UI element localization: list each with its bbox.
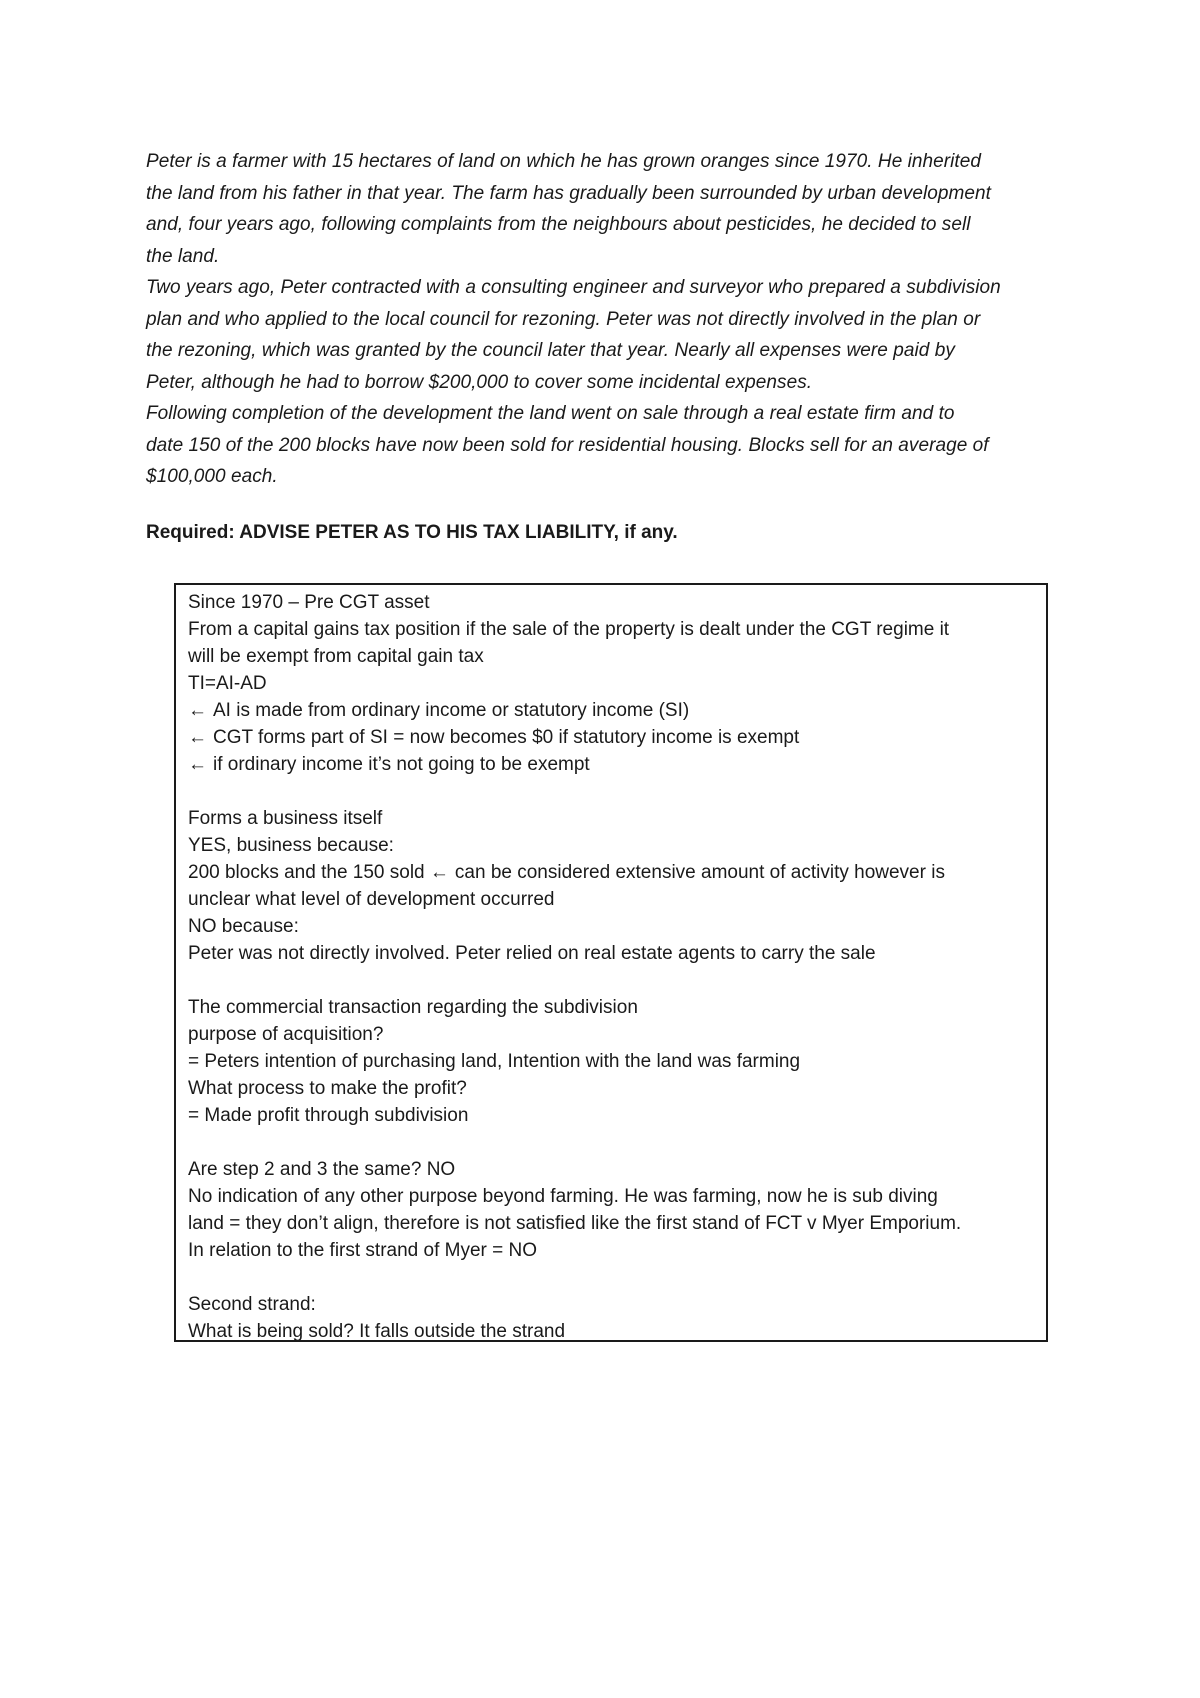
answer-line-text: 200 blocks and the 150 sold <box>188 862 425 883</box>
answer-line: From a capital gains tax position if the sale of the property is dealt under the CGT regime it <box>188 619 950 640</box>
answer-line: Since 1970 – Pre CGT asset <box>188 592 430 613</box>
blank-line <box>188 1129 1038 1156</box>
answer-line-text: can be considered extensive amount of activity however is <box>454 862 945 883</box>
blank-line <box>188 967 1038 994</box>
scenario-paragraph <box>146 146 1076 493</box>
blank-line <box>188 778 1038 805</box>
scenario-line: date 150 of the 200 blocks have now been sold for residential housing. Blocks sell for an average of <box>146 434 989 456</box>
answer-line-text: CGT forms part of SI = now becomes $0 if statutory income is exempt <box>213 727 800 748</box>
answer-line: What process to make the profit? <box>188 1078 467 1099</box>
answer-line: What is being sold? It falls outside the strand <box>188 1321 566 1342</box>
left-arrow-icon: ← <box>429 862 449 883</box>
scenario-line: Two years ago, Peter contracted with a consulting engineer and surveyor who prepared a subdivision <box>146 277 1001 298</box>
answer-line <box>188 751 1038 778</box>
answer-line: The commercial transaction regarding the subdivision <box>188 997 638 1018</box>
answer-line: YES, business because: <box>188 835 394 856</box>
scenario-line: plan and who applied to the local council for rezoning. Peter was not directly involved in the plan or <box>146 308 981 330</box>
answer-line: = Peters intention of purchasing land, Intention with the land was farming <box>188 1051 801 1072</box>
scenario-line: the rezoning, which was granted by the council later that year. Nearly all expenses were paid by <box>146 340 955 361</box>
answer-line: = Made profit through subdivision <box>188 1105 469 1126</box>
left-arrow-icon: ← <box>188 700 207 721</box>
answer-line <box>188 724 1038 751</box>
scenario-line: $100,000 each. <box>146 466 278 487</box>
blank-line <box>188 1264 1038 1291</box>
scenario-line: Peter is a farmer with 15 hectares of land on which he has grown oranges since 1970. He inherited <box>146 151 981 172</box>
left-arrow-icon: ← <box>188 727 207 748</box>
answer-line: Second strand: <box>188 1294 316 1315</box>
answer-line <box>188 697 1038 724</box>
answer-text <box>188 589 1038 1345</box>
answer-line: No indication of any other purpose beyond farming. He was farming, now he is sub diving <box>188 1186 938 1207</box>
answer-line: NO because: <box>188 916 299 937</box>
answer-line-text: AI is made from ordinary income or statutory income (SI) <box>213 700 690 721</box>
answer-line: Are step 2 and 3 the same? NO <box>188 1159 456 1180</box>
scenario-line: the land. <box>146 245 220 267</box>
answer-line: TI=AI-AD <box>188 673 267 694</box>
answer-line: will be exempt from capital gain tax <box>188 646 484 667</box>
left-arrow-icon: ← <box>188 754 207 775</box>
scenario-line: the land from his father in that year. The farm has gradually been surrounded by urban development <box>146 182 991 204</box>
answer-line <box>188 859 1038 886</box>
answer-line: In relation to the first strand of Myer = NO <box>188 1240 538 1261</box>
answer-line: Peter was not directly involved. Peter relied on real estate agents to carry the sale <box>188 943 876 964</box>
answer-line: unclear what level of development occurred <box>188 889 555 910</box>
answer-line: land = they don’t align, therefore is not satisfied like the first stand of FCT v Myer Emporium. <box>188 1213 962 1234</box>
answer-line: purpose of acquisition? <box>188 1024 384 1045</box>
scenario-line: Following completion of the development the land went on sale through a real estate firm and to <box>146 403 955 424</box>
answer-line: Forms a business itself <box>188 808 383 829</box>
scenario-line: and, four years ago, following complaints from the neighbours about pesticides, he decided to sell <box>146 214 971 235</box>
answer-box <box>174 583 1048 1342</box>
required-heading: Required: ADVISE PETER AS TO HIS TAX LIABILITY, if any. <box>146 522 678 543</box>
answer-line-text: if ordinary income it’s not going to be exempt <box>213 754 590 775</box>
scenario-line: Peter, although he had to borrow $200,000 to cover some incidental expenses. <box>146 371 813 393</box>
